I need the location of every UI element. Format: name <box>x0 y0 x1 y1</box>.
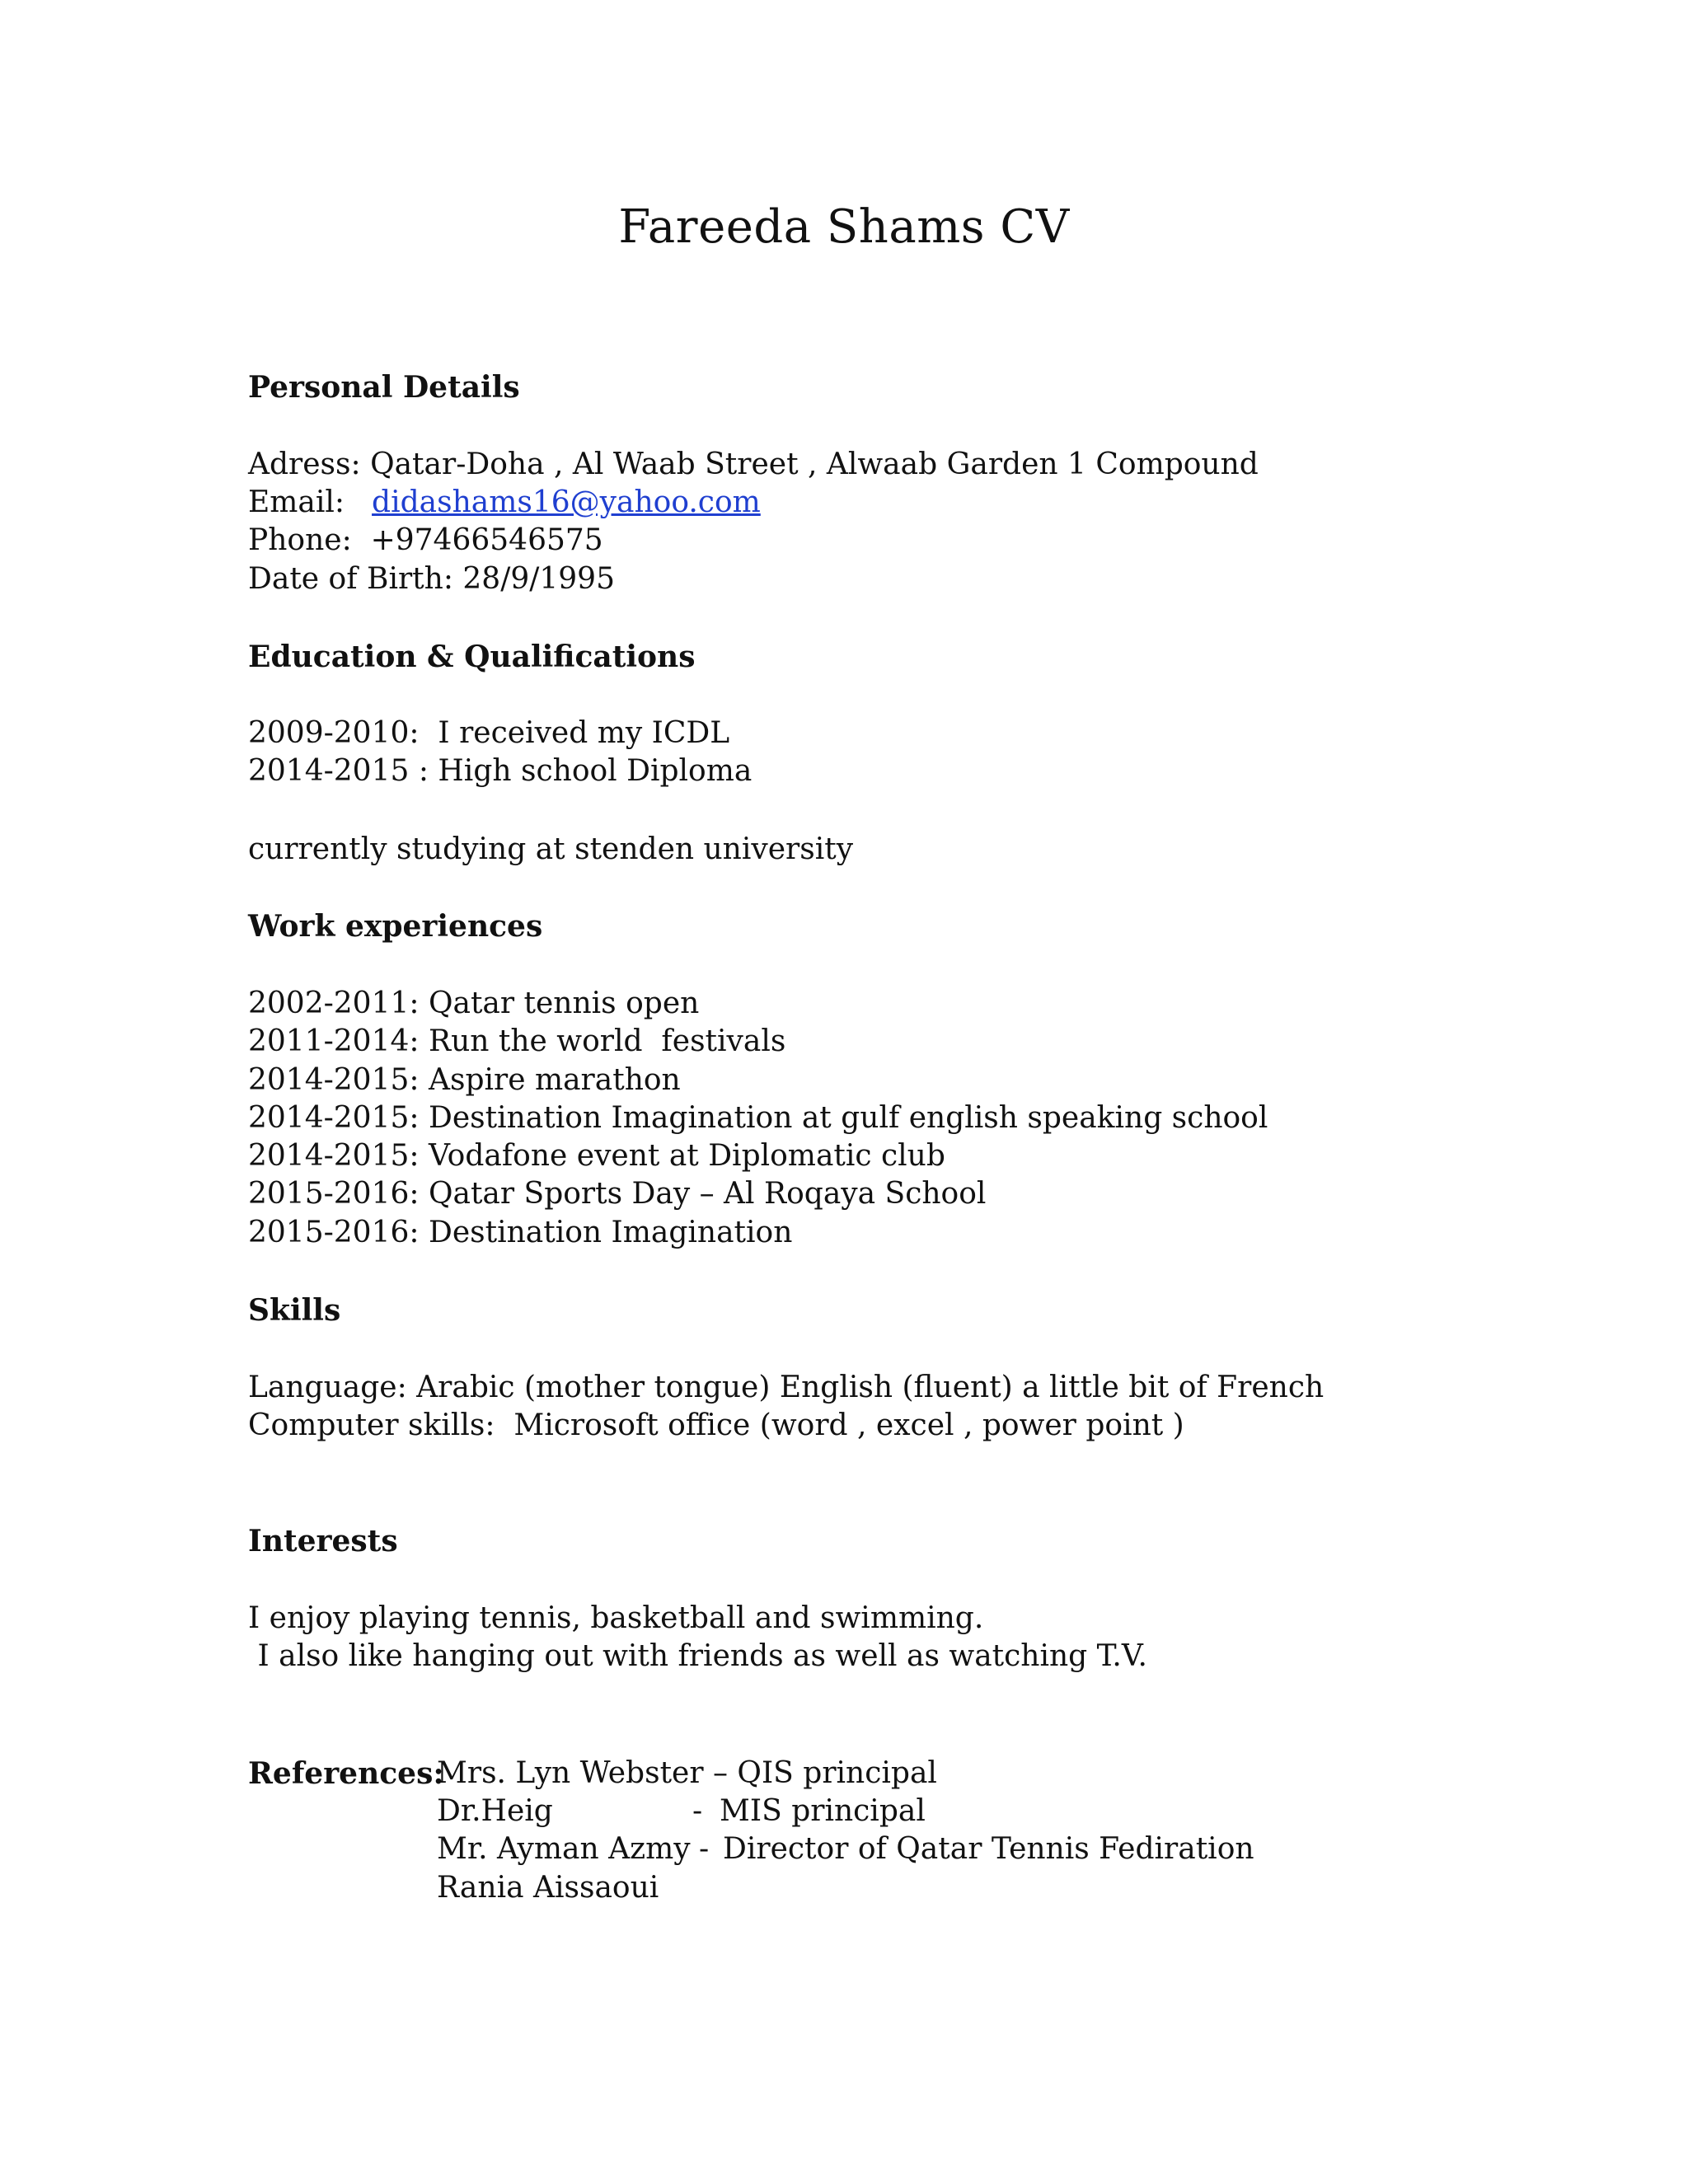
reference-item: Mrs. Lyn Webster – QIS principal <box>437 1756 937 1790</box>
education-note: currently studying at stenden university <box>248 832 854 866</box>
work-item: 2011-2014: Run the world festivals <box>248 1024 786 1058</box>
phone-line: Phone: +97466546575 <box>248 523 603 557</box>
document-title: Fareeda Shams CV <box>618 200 1070 254</box>
email-link[interactable]: didashams16@yahoo.com <box>372 485 761 519</box>
reference-dash: - <box>699 1832 710 1866</box>
reference-item: Mr. Ayman Azmy <box>437 1832 691 1866</box>
work-item: 2014-2015: Vodafone event at Diplomatic club <box>248 1139 945 1173</box>
interests-heading: Interests <box>248 1524 398 1558</box>
references-label: References: <box>248 1756 444 1791</box>
reference-item: Rania Aissaoui <box>437 1871 659 1905</box>
email-line <box>248 483 761 523</box>
work-item: 2014-2015: Destination Imagination at gulf english speaking school <box>248 1101 1268 1135</box>
computer-skills: Computer skills: Microsoft office (word , excel , power point ) <box>248 1408 1184 1442</box>
education-item: 2009-2010: I received my ICDL <box>248 716 730 750</box>
interests-line: I enjoy playing tennis, basketball and swimming. <box>248 1601 984 1635</box>
education-item: 2014-2015 : High school Diploma <box>248 754 753 788</box>
work-item: 2015-2016: Destination Imagination <box>248 1216 793 1249</box>
reference-dash: - <box>692 1794 703 1828</box>
work-heading: Work experiences <box>248 909 543 944</box>
dob-line: Date of Birth: 28/9/1995 <box>248 562 615 596</box>
address-line: Adress: Qatar-Doha , Al Waab Street , Alwaab Garden 1 Compound <box>248 448 1259 481</box>
work-item: 2002-2011: Qatar tennis open <box>248 987 700 1020</box>
work-item: 2015-2016: Qatar Sports Day – Al Roqaya School <box>248 1177 987 1211</box>
reference-role: Director of Qatar Tennis Fediration <box>723 1832 1254 1866</box>
education-heading: Education & Qualifications <box>248 640 696 674</box>
email-label: Email: <box>248 485 345 519</box>
interests-line: I also like hanging out with friends as well as watching T.V. <box>248 1639 1147 1673</box>
personal-details-heading: Personal Details <box>248 370 520 405</box>
skills-heading: Skills <box>248 1293 341 1328</box>
work-item: 2014-2015: Aspire marathon <box>248 1063 681 1097</box>
reference-item: Dr.Heig <box>437 1794 553 1828</box>
language-skills: Language: Arabic (mother tongue) English (fluent) a little bit of French <box>248 1371 1325 1404</box>
reference-role: MIS principal <box>720 1794 926 1828</box>
